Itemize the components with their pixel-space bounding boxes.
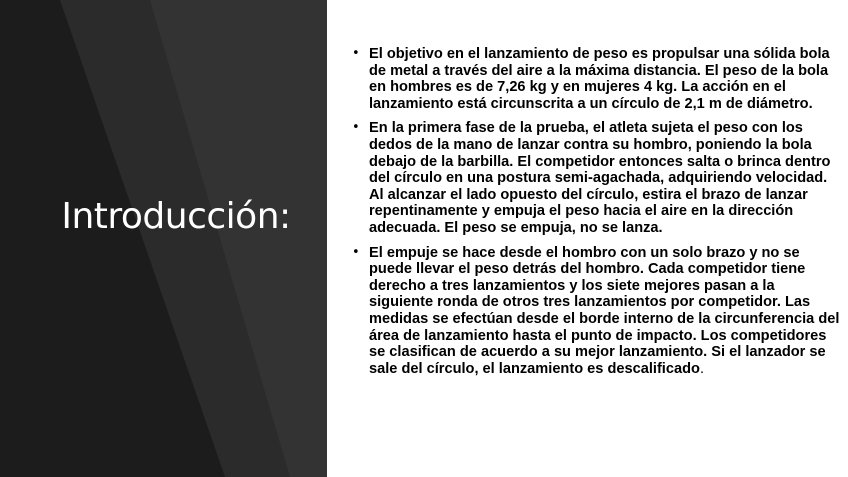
- bullet-dot-icon: •: [352, 244, 360, 260]
- bullet-item: [350, 245, 842, 378]
- slide-title: Introducción:: [61, 196, 291, 237]
- bullet-text: El empuje se hace desde el hombro con un solo brazo y no se puede llevar el peso detrás del hombro. Cada competidor tiene derecho a tres lanzamientos y los siete mejores pasan a la siguiente ronda de otros tres lanzamientos por competidor. Las medidas se efectúan desde el borde interno de la circunferencia del área de lanzamiento hasta el punto de impacto. Los competidores se clasifican de acuerdo a su mejor lanzamiento. Si el lanzador se sale del círculo, el lanzamiento es descalificado: [369, 244, 840, 377]
- bullet-text: El objetivo en el lanzamiento de peso es propulsar una sólida bola de metal a través del aire a la máxima distancia. El peso de la bola en hombres es de 7,26 kg y en mujeres 4 kg. La acción en el lanzamiento está circunscrita a un círculo de 2,1 m de diámetro.: [369, 46, 830, 112]
- title-panel: [0, 0, 327, 477]
- bullet-text: En la primera fase de la prueba, el atleta sujeta el peso con los dedos de la mano de lanzar contra su hombro, poniendo la bola debajo de la barbilla. El competidor entonces salta o brinca dentro del círculo en una postura semi-agachada, adquiriendo velocidad. Al alcanzar el lado opuesto del círculo, estira el brazo de lanzar repentinamente y empuja el peso hacia el aire en la dirección adecuada. El peso se empuja, no se lanza.: [369, 120, 831, 236]
- bullet-list: [350, 46, 842, 385]
- bullet-dot-icon: •: [352, 46, 360, 61]
- bullet-text-tail: .: [699, 360, 704, 377]
- bullet-dot-icon: •: [352, 120, 360, 136]
- bullet-item: [350, 120, 842, 236]
- panel-background-shapes: [0, 0, 327, 477]
- bullet-item: [350, 46, 842, 112]
